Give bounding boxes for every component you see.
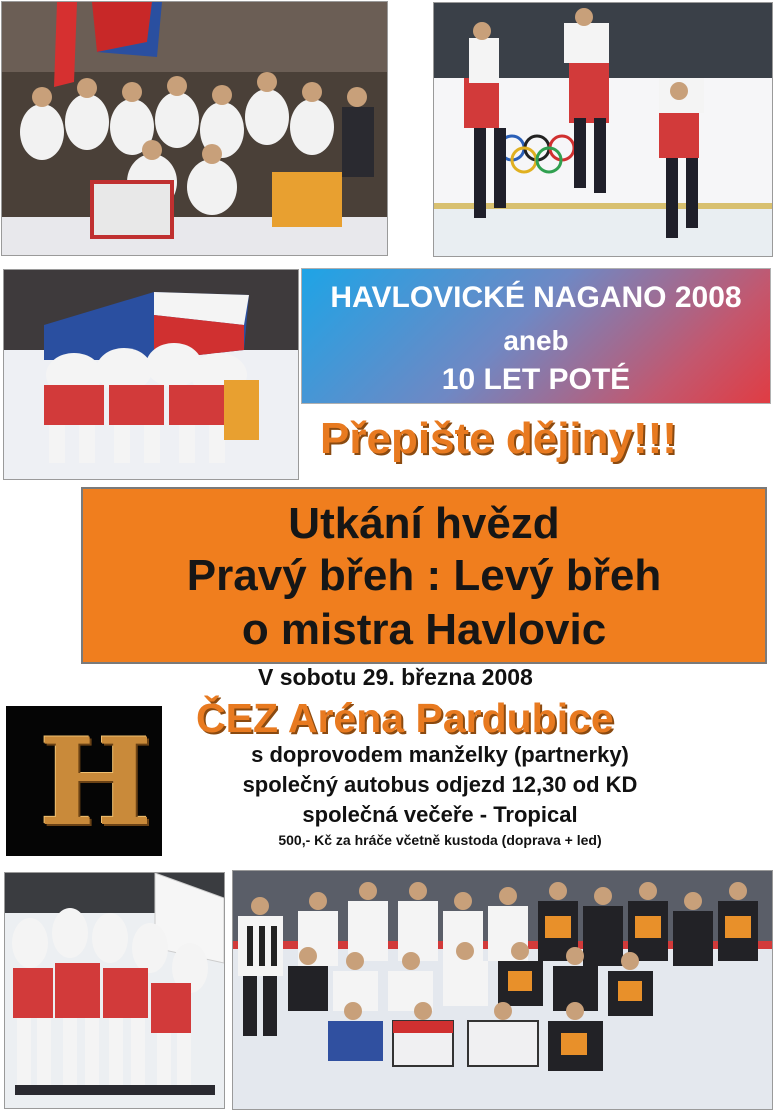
- detail-dinner: společná večeře - Tropical: [302, 802, 578, 827]
- event-banner: [301, 268, 771, 404]
- match-title: Utkání hvězd: [288, 499, 560, 548]
- team-logo-letter: H: [39, 712, 153, 853]
- photo-crowd-bottom: [4, 872, 225, 1109]
- banner-title: HAVLOVICKÉ NAGANO 2008: [330, 281, 742, 314]
- event-venue: ČEZ Aréna Pardubice: [196, 695, 614, 741]
- detail-companion: s doprovodem manželky (partnerky): [251, 742, 629, 767]
- match-box: [81, 487, 767, 664]
- photo-players-jumping: [433, 2, 773, 257]
- detail-price: 500,- Kč za hráče včetně kustoda (doprava + led): [278, 832, 602, 848]
- photo-local-team: [232, 870, 773, 1110]
- match-teams: Pravý břeh : Levý břeh: [186, 551, 662, 600]
- team-logo: [6, 706, 162, 856]
- slogan: Přepište dějiny!!!: [320, 414, 677, 463]
- photo-flag-pile: [3, 269, 299, 480]
- detail-bus: společný autobus odjezd 12,30 od KD: [242, 772, 638, 797]
- banner-subtitle: 10 LET POTÉ: [441, 363, 631, 396]
- photo-team-celebration: [1, 1, 388, 256]
- match-prize: o mistra Havlovic: [241, 605, 607, 654]
- event-date: V sobotu 29. března 2008: [258, 664, 533, 690]
- banner-connector: aneb: [503, 325, 569, 356]
